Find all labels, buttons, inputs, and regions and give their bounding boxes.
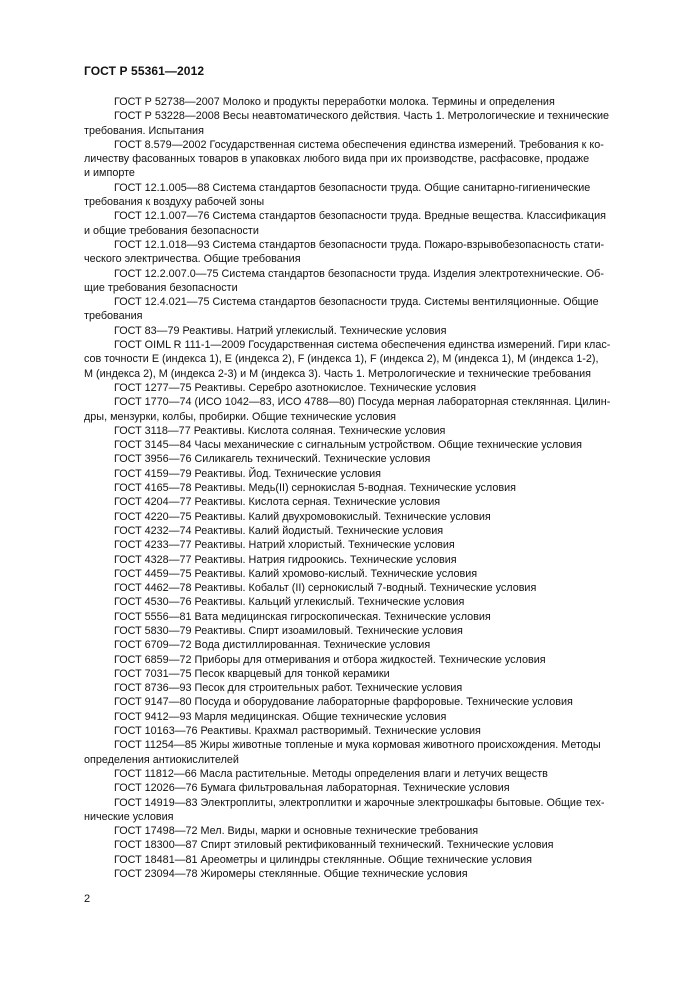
reference-entry bbox=[84, 467, 623, 481]
reference-line: ГОСТ 1770—74 (ИСО 1042—83, ИСО 4788—80) Посуда мерная лабораторная стеклянная. Цилин- bbox=[114, 396, 611, 409]
reference-line: и импорте bbox=[84, 167, 135, 180]
reference-line: щие требования безопасности bbox=[84, 281, 238, 294]
reference-line: ГОСТ 4159—79 Реактивы. Йод. Технические условия bbox=[114, 467, 382, 480]
reference-line: личеству фасованных товаров в упаковках любого вида при их производстве, расфасовке, продаже bbox=[84, 153, 590, 166]
reference-line: требования. Испытания bbox=[84, 124, 204, 137]
reference-line: ГОСТ 18481—81 Ареометры и цилиндры стеклянные. Общие технические условия bbox=[114, 853, 532, 866]
reference-line: ГОСТ 12.1.018—93 Система стандартов безопасности труда. Пожаро-взрывобезопасность стати- bbox=[114, 238, 605, 251]
reference-entry bbox=[84, 581, 623, 595]
reference-line: определения антиокислителей bbox=[84, 753, 239, 766]
document-header: ГОСТ Р 55361—2012 bbox=[84, 64, 205, 78]
reference-line: ГОСТ 12.1.007—76 Система стандартов безопасности труда. Вредные вещества. Классификация bbox=[114, 210, 606, 223]
reference-entry bbox=[84, 695, 623, 709]
reference-line: ГОСТ 8736—93 Песок для строительных работ. Технические условия bbox=[114, 682, 463, 695]
reference-entry bbox=[84, 381, 623, 395]
reference-line: ГОСТ 4530—76 Реактивы. Кальций углекислый. Технические условия bbox=[114, 596, 465, 609]
reference-line: ГОСТ 3145—84 Часы механические с сигнальным устройством. Общие технические условия bbox=[114, 439, 582, 452]
reference-line: ГОСТ 4232—74 Реактивы. Калий йодистый. Технические условия bbox=[114, 524, 444, 537]
reference-line: ГОСТ 5556—81 Вата медицинская гигроскопическая. Технические условия bbox=[114, 610, 491, 623]
reference-entry bbox=[84, 295, 623, 324]
reference-line: ГОСТ Р 52738—2007 Молоко и продукты переработки молока. Термины и определения bbox=[114, 96, 555, 108]
reference-line: M (индекса 2), M (индекса 2-3) и M (индекса 3). Часть 1. Метрологические и технические требования bbox=[84, 367, 591, 380]
reference-entry bbox=[84, 238, 623, 267]
reference-line: ГОСТ 6709—72 Вода дистиллированная. Технические условия bbox=[114, 639, 431, 652]
reference-line: ГОСТ OIML R 111-1—2009 Государственная система обеспечения единства измерений. Гири клас- bbox=[114, 339, 611, 352]
reference-line: ГОСТ 14919—83 Электроплиты, электроплитки и жарочные электрошкафы бытовые. Общие тех- bbox=[114, 796, 605, 809]
reference-line: ГОСТ 9147—80 Посуда и оборудование лабораторные фарфоровые. Технические условия bbox=[114, 696, 573, 709]
reference-line: ГОСТ 12.1.005—88 Система стандартов безопасности труда. Общие санитарно-гигиенические bbox=[114, 181, 591, 194]
reference-entry bbox=[84, 481, 623, 495]
reference-entry bbox=[84, 395, 623, 424]
reference-entry bbox=[84, 109, 623, 138]
reference-entry bbox=[84, 624, 623, 638]
reference-entry bbox=[84, 95, 623, 109]
reference-line: ГОСТ 11812—66 Масла растительные. Методы определения влаги и летучих веществ bbox=[114, 767, 548, 780]
reference-entry bbox=[84, 838, 623, 852]
reference-line: ГОСТ 4459—75 Реактивы. Калий хромово-кислый. Технические условия bbox=[114, 567, 478, 580]
reference-entry bbox=[84, 567, 623, 581]
references-list bbox=[84, 95, 623, 881]
reference-line: ГОСТ 4165—78 Реактивы. Медь(II) сернокислая 5-водная. Технические условия bbox=[114, 482, 516, 495]
reference-line: сов точности E (индекса 1), E (индекса 2), F (индекса 1), F (индекса 2), M (индекса 1), M (индекса 1-2), bbox=[84, 353, 599, 366]
reference-entry bbox=[84, 138, 623, 181]
reference-line: ГОСТ 10163—76 Реактивы. Крахмал растворимый. Технические условия bbox=[114, 725, 481, 738]
reference-line: ГОСТ 4220—75 Реактивы. Калий двухромовокислый. Технические условия bbox=[114, 510, 491, 523]
reference-line: ГОСТ 4233—77 Реактивы. Натрий хлористый. Технические условия bbox=[114, 539, 455, 552]
reference-entry bbox=[84, 510, 623, 524]
reference-entry bbox=[84, 438, 623, 452]
reference-line: ГОСТ 9412—93 Марля медицинская. Общие технические условия bbox=[114, 710, 447, 723]
reference-line: ГОСТ 17498—72 Мел. Виды, марки и основные технические требования bbox=[114, 825, 479, 838]
reference-line: нические условия bbox=[84, 810, 174, 823]
reference-line: ГОСТ Р 53228—2008 Весы неавтоматического действия. Часть 1. Метрологические и технические bbox=[114, 110, 610, 123]
reference-entry bbox=[84, 853, 623, 867]
reference-entry bbox=[84, 553, 623, 567]
reference-entry bbox=[84, 681, 623, 695]
reference-line: ГОСТ 4462—78 Реактивы. Кобальт (II) сернокислый 7-водный. Технические условия bbox=[114, 582, 537, 595]
reference-entry bbox=[84, 338, 623, 381]
reference-line: ГОСТ 3956—76 Силикагель технический. Технические условия bbox=[114, 453, 431, 466]
reference-line: ГОСТ 12.2.007.0—75 Система стандартов безопасности труда. Изделия электротехнические. Об- bbox=[114, 267, 604, 280]
reference-line: ГОСТ 11254—85 Жиры животные топленые и мука кормовая животного происхождения. Методы bbox=[114, 739, 601, 752]
reference-entry bbox=[84, 267, 623, 296]
reference-line: ГОСТ 5830—79 Реактивы. Спирт изоамиловый. Технические условия bbox=[114, 624, 463, 637]
reference-entry bbox=[84, 524, 623, 538]
reference-entry bbox=[84, 796, 623, 825]
reference-line: ГОСТ 4204—77 Реактивы. Кислота серная. Технические условия bbox=[114, 496, 441, 509]
reference-entry bbox=[84, 209, 623, 238]
reference-entry bbox=[84, 595, 623, 609]
reference-line: ческого электричества. Общие требования bbox=[84, 253, 301, 266]
reference-entry bbox=[84, 824, 623, 838]
reference-entry bbox=[84, 538, 623, 552]
reference-line: ГОСТ 3118—77 Реактивы. Кислота соляная. Технические условия bbox=[114, 424, 446, 437]
reference-entry bbox=[84, 653, 623, 667]
reference-line: требования bbox=[84, 310, 143, 323]
reference-entry bbox=[84, 738, 623, 767]
reference-entry bbox=[84, 867, 623, 881]
page-number: 2 bbox=[84, 893, 91, 905]
reference-line: и общие требования безопасности bbox=[84, 224, 259, 237]
reference-line: ГОСТ 23094—78 Жиромеры стеклянные. Общие технические условия bbox=[114, 868, 468, 881]
reference-entry bbox=[84, 667, 623, 681]
reference-entry bbox=[84, 324, 623, 338]
reference-entry bbox=[84, 710, 623, 724]
reference-entry bbox=[84, 452, 623, 466]
reference-line: ГОСТ 83—79 Реактивы. Натрий углекислый. Технические условия bbox=[114, 324, 447, 337]
reference-entry bbox=[84, 781, 623, 795]
reference-line: ГОСТ 6859—72 Приборы для отмеривания и отбора жидкостей. Технические условия bbox=[114, 653, 546, 666]
reference-line: дры, мензурки, колбы, пробирки. Общие технические условия bbox=[84, 410, 396, 423]
reference-entry bbox=[84, 724, 623, 738]
reference-line: ГОСТ 1277—75 Реактивы. Серебро азотнокислое. Технические условия bbox=[114, 381, 477, 394]
reference-line: ГОСТ 4328—77 Реактивы. Натрия гидроокись. Технические условия bbox=[114, 553, 457, 566]
reference-entry bbox=[84, 610, 623, 624]
reference-entry bbox=[84, 638, 623, 652]
reference-line: ГОСТ 8.579—2002 Государственная система обеспечения единства измерений. Требования к ко- bbox=[114, 138, 604, 151]
reference-entry bbox=[84, 495, 623, 509]
reference-entry bbox=[84, 181, 623, 210]
reference-line: требования к воздуху рабочей зоны bbox=[84, 196, 265, 209]
reference-line: ГОСТ 12.4.021—75 Система стандартов безопасности труда. Системы вентиляционные. Общие bbox=[114, 296, 599, 309]
reference-line: ГОСТ 12026—76 Бумага фильтровальная лабораторная. Технические условия bbox=[114, 782, 510, 795]
reference-line: ГОСТ 18300—87 Спирт этиловый ректификованный технический. Технические условия bbox=[114, 839, 554, 852]
reference-entry bbox=[84, 424, 623, 438]
reference-entry bbox=[84, 767, 623, 781]
reference-line: ГОСТ 7031—75 Песок кварцевый для тонкой керамики bbox=[114, 667, 390, 680]
